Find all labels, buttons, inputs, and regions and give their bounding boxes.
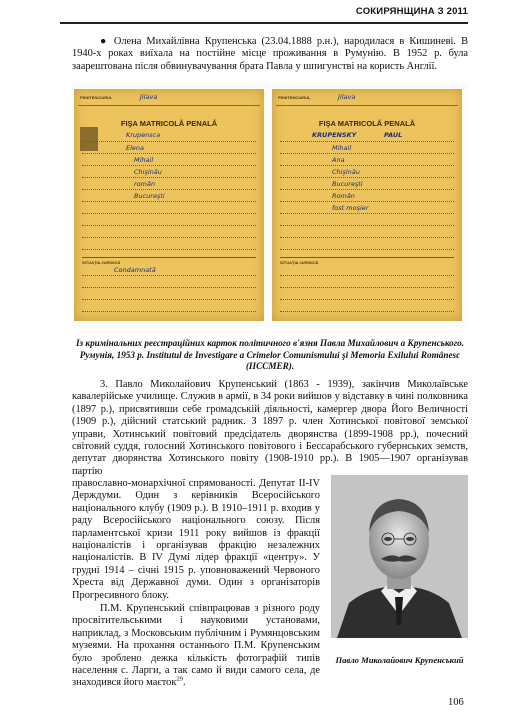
archive-cards-photo xyxy=(72,83,468,327)
form-line xyxy=(82,249,256,250)
form-line xyxy=(280,225,454,226)
cooperation-text: П.М. Крупенський співпрацював з різного роду просвітительськими і науковими установами, наприклад, з Московським публічним і Румянцовським музеями. На прохання останнього П.М. Крупенським було зроблено дежка кількість фотографій типів населення с. Ларги, а так само й види самого села, де знаходився його маєток xyxy=(72,603,320,689)
form-line xyxy=(82,165,256,166)
page-number: 106 xyxy=(448,697,464,708)
form-line xyxy=(280,249,454,250)
legal-situation-label: SITUAŢIA JURIDICĂ xyxy=(280,260,319,265)
form-line xyxy=(82,141,256,142)
figure-caption: Із кримінальних реєстраційних карток політичного в'язня Павла Михайлович а Крупенського. Румунія, 1953 р. Institutul de Investigare a Crimelor Comunismului şi Memoria Exilului Românesc (IICCMER). xyxy=(75,338,465,372)
form-line xyxy=(82,287,256,288)
card-status: Condamnată xyxy=(114,266,156,274)
form-line xyxy=(280,153,454,154)
form-line xyxy=(280,177,454,178)
card-field-b: Chişinău xyxy=(134,168,162,176)
card-field-e: Român xyxy=(332,192,355,200)
card-name: Krupensca xyxy=(126,131,161,139)
card-name: KRUPENSKY xyxy=(312,131,357,139)
form-line xyxy=(82,153,256,154)
biography-continuation: православно-монархічної спрямованості. Депутат II-IV Держдуми. Один з керівників Всеросійського національного клубу (1909 р.). В 1910–1911 р. входив у раду Всеросійського національного союзу. Після парламентської кризи 1911 року вийшов із фракції націоналістів і організував фракцію незалежних націоналістів. В IV Думі лідер фракції «центру». У грудні 1914 – січні 1915 р. уповноважений Червоного Хреста від Державної думи. Один з організаторів Прогресивного блоку. xyxy=(72,478,320,601)
form-line xyxy=(280,201,454,202)
form-line xyxy=(280,287,454,288)
card-form-title: FIŞA MATRICOLĂ PENALĂ xyxy=(318,119,416,128)
card-first-name: Elena xyxy=(126,144,145,152)
photo-stamp xyxy=(80,127,98,151)
form-line xyxy=(82,275,256,276)
form-line xyxy=(280,189,454,190)
form-line xyxy=(82,225,256,226)
portrait-illustration xyxy=(331,475,468,638)
card-field-a: Mihail xyxy=(332,144,352,152)
legal-situation-label: SITUAŢIA JURIDICĂ xyxy=(82,260,121,265)
prison-record-card-left xyxy=(74,89,264,321)
penitentiary-value: Jilava xyxy=(338,93,356,101)
legal-section-divider xyxy=(82,257,256,258)
form-line xyxy=(280,213,454,214)
portrait-photo xyxy=(331,475,468,638)
form-line xyxy=(82,189,256,190)
cooperation-paragraph: П.М. Крупенський співпрацював з різного роду просвітительськими і науковими установами, наприклад, з Московським публічним і Румянцовським музеями. На прохання останнього П.М. Крупенським було зроблено дежка кількість фотографій типів населення с. Ларги, а так само й види самого села, де знаходився його маєток$^{29}$. xyxy=(72,603,320,689)
card-field-f: fost moşier xyxy=(332,204,369,212)
intro-paragraph: ● Олена Михайлівна Крупенська (23.04.1888 р.н.), народилася в Кишиневі. В 1940-х роках виїхала на постійне місце проживання в Румунію. В 1952 р. була заарештована після обвинувачування брата Павла у шпигунстві на користь Англії. xyxy=(72,36,468,72)
form-line xyxy=(280,299,454,300)
footnote-ref: 29 xyxy=(176,675,183,683)
card-first-name: PAUL xyxy=(384,131,403,139)
header-title: СОКИРЯНЩИНА З 2011 xyxy=(355,6,468,17)
card-field-c: Chişinău xyxy=(332,168,360,176)
page-header xyxy=(60,6,468,24)
card-form-title: FIŞA MATRICOLĂ PENALĂ xyxy=(120,119,218,128)
penitentiary-value: Jilava xyxy=(140,93,158,101)
form-line xyxy=(82,311,256,312)
form-line xyxy=(82,201,256,202)
form-line xyxy=(280,165,454,166)
card-field-b: Ana xyxy=(332,156,345,164)
form-line xyxy=(280,311,454,312)
form-line xyxy=(280,237,454,238)
portrait-caption: Павло Миколайович Крупенський xyxy=(335,655,464,665)
prison-record-card-right xyxy=(272,89,462,321)
penitentiary-label: PENITENCIARUL xyxy=(278,95,311,100)
legal-section-divider xyxy=(280,257,454,258)
penitentiary-label: PENITENCIARUL xyxy=(80,95,113,100)
form-line xyxy=(82,213,256,214)
form-line xyxy=(82,237,256,238)
form-line xyxy=(82,299,256,300)
card-field-d: Bucureşti xyxy=(332,180,363,188)
form-line xyxy=(280,141,454,142)
form-line xyxy=(82,177,256,178)
card-field-d: Bucureşti xyxy=(134,192,165,200)
form-line xyxy=(280,275,454,276)
biography-paragraph: 3. Павло Миколайович Крупенський (1863 - 1939), закінчив Миколаївське кавалерійське училище. Служив в армії, в 34 роки вийшов у відставку в чині полковника (1897 р.), присвятивши себе громадській діяльності, камергер двора Його Величності (1909 р.), дійсний статський радник. З 1897 р. член Хотинської повітової земської управи, Хотинський повітовий предсідатель дворянства (1899-1908 рр.), почесний світовий суддя, голосний Хотинського повітового і Бессарабського губернських земств, депутат дворянства Хотинського повіту (1908-1910 рр.). В 1905—1907 організував партію xyxy=(72,379,468,477)
card-field-a: Mihail xyxy=(134,156,154,164)
card-field-c: român xyxy=(134,180,156,188)
